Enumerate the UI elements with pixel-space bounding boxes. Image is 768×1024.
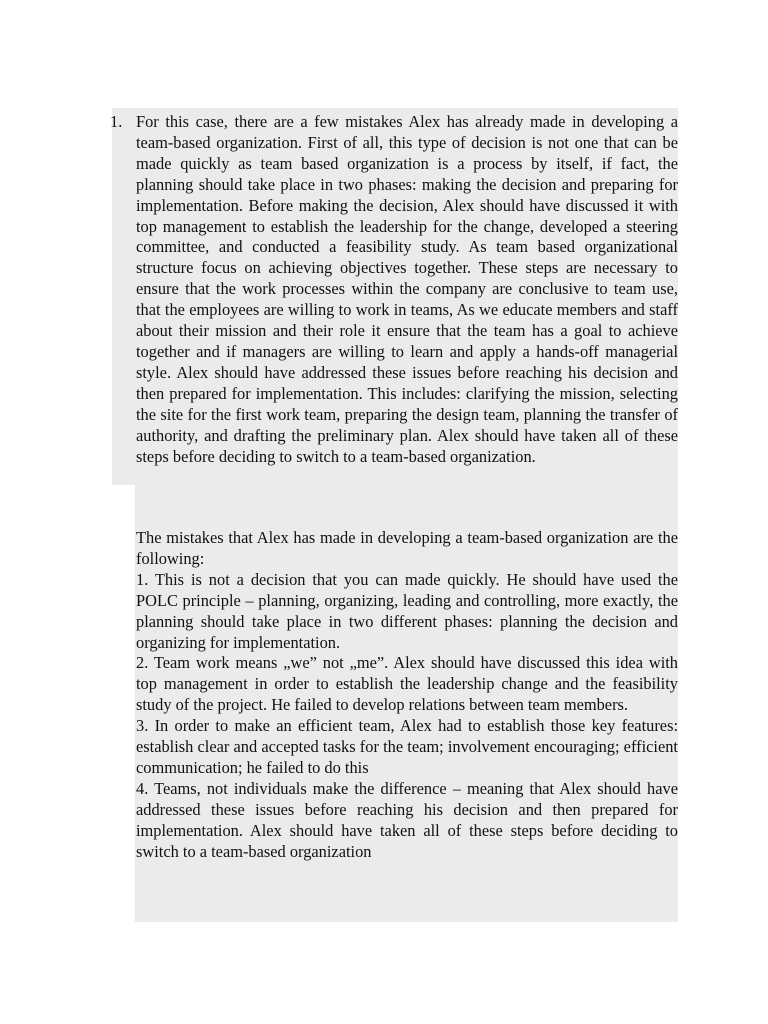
item-text: For this case, there are a few mistakes Alex has already made in developing a team-based organization. First of all, this type of decision is not one that can be made quickly as team based organization is a process by itself, if fact, the planning should take place in two phases: making the decision and preparing for implementation. Before making the decision, Alex should have discussed it with top management to establish the leadership for the change, developed a steering committee, and conducted a feasibility study. As team based organizational structure focus on achieving objectives together. These steps are necessary to ensure that the work processes within the company are conclusive to team use, that the employees are willing to work in teams, As we educate members and staff about their mission and their role it ensure that the team has a goal to achieve together and if managers are willing to learn and apply a hands-off managerial style. Alex should have addressed these issues before reaching his decision and then prepared for implementation. This includes: clarifying the mission, selecting the site for the first work team, preparing the design team, planning the transfer of authority, and drafting the preliminary plan. Alex should have taken all of these steps before deciding to switch to a team-based organization. [136, 112, 678, 466]
mistakes-intro: The mistakes that Alex has made in developing a team-based organization are the following: [136, 528, 678, 568]
mistake-item-4: 4. Teams, not individuals make the difference – meaning that Alex should have addressed these issues before reaching his decision and then prepared for implementation. Alex should have taken all of these steps before deciding to switch to a team-based organization [136, 778, 678, 861]
item-number: 1. [110, 112, 123, 131]
numbered-paragraph-1 [110, 112, 678, 467]
mistake-item-2: 2. Team work means „we” not „me”. Alex should have discussed this idea with top management in order to establish the leadership change and the feasibility study of the project. He failed to develop relations between team members. [136, 653, 678, 715]
mistake-item-3: 3. In order to make an efficient team, Alex had to establish those key features: establish clear and accepted tasks for the team; involvement encouraging; efficient communication; he failed to do this [136, 716, 678, 777]
mistake-item-1: 1. This is not a decision that you can made quickly. He should have used the POLC principle – planning, organizing, leading and controlling, more exactly, the planning should take place in two different phases: planning the decision and organizing for implementation. [136, 569, 678, 652]
mistakes-section [136, 528, 678, 863]
